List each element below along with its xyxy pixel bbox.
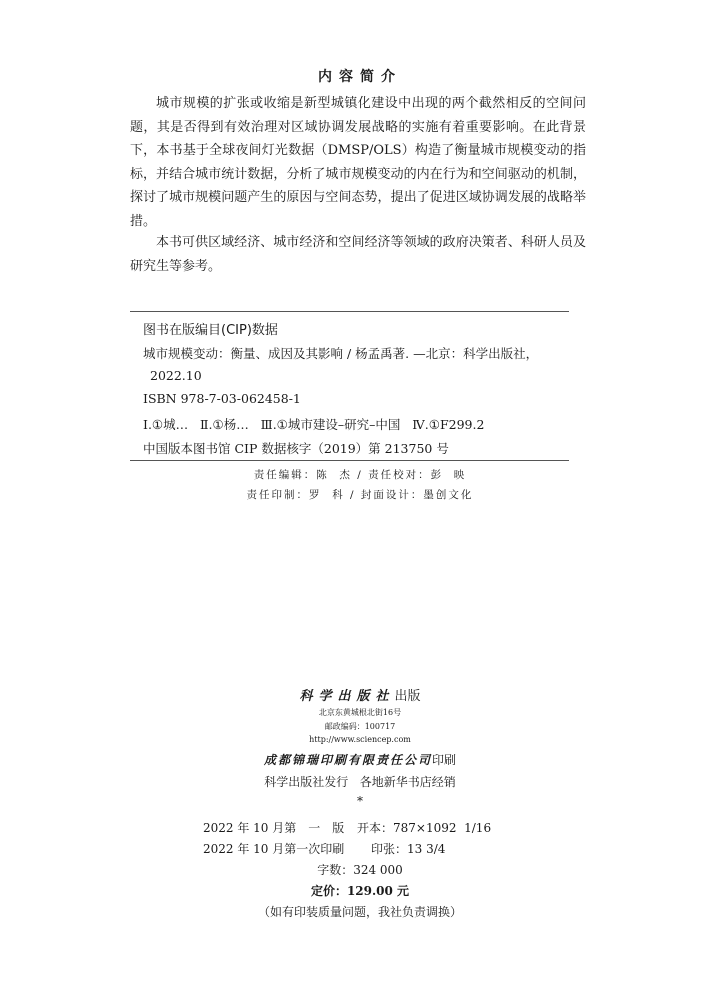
staff-line-editors: 责任编辑：陈 杰 / 责任校对：彭 映 [253, 469, 467, 481]
printer-line [0, 751, 720, 768]
word-count: 字数：324 000 [317, 863, 403, 877]
publisher-line [0, 685, 720, 704]
price: 定价：129.00 元 [310, 884, 410, 898]
summary-title: 内容简介 [318, 69, 402, 85]
summary-paragraph-2: 本书可供区域经济、城市经济和空间经济等领域的政府决策者、科研人员及研究生等参考。 [130, 235, 586, 274]
publisher-suffix: 出版 [394, 689, 421, 704]
cip-classification: Ⅰ.①城… Ⅱ.①杨… Ⅲ.①城市建设–研究–中国 Ⅳ.①F299.2 [143, 417, 485, 432]
printer-suffix: 印刷 [432, 753, 457, 767]
printed-sheets: 印张：13 3/4 [371, 842, 446, 856]
cip-title-line-continued: 2022.10 [150, 368, 202, 383]
publisher-postcode: 邮政编码：100717 [324, 722, 396, 731]
cip-isbn: ISBN 978-7-03-062458-1 [143, 391, 301, 406]
publisher-website: http://www.sciencep.com [309, 735, 411, 744]
cip-bottom-rule [130, 460, 569, 461]
cip-top-rule [130, 311, 569, 312]
publisher-name: 科学出版社 [299, 689, 395, 704]
first-printing: 2022 年 10 月第一次印刷 [203, 842, 345, 856]
printer-name: 成都锦瑞印刷有限责任公司 [263, 753, 432, 767]
book-format: 开本：787×1092 1/16 [357, 821, 492, 835]
cip-title-line: 城市规模变动：衡量、成因及其影响 / 杨孟禹著. —北京：科学出版社， [143, 346, 539, 361]
cip-library-record: 中国版本图书馆 CIP 数据核字（2019）第 213750 号 [143, 441, 449, 456]
distribution-line: 科学出版社发行 各地新华书店经销 [264, 775, 456, 789]
cip-heading: 图书在版编目(CIP)数据 [143, 323, 278, 338]
staff-line-production: 责任印制：罗 科 / 封面设计：墨创文化 [246, 489, 474, 501]
quality-notice: （如有印装质量问题，我社负责调换） [257, 905, 462, 919]
separator-asterisk: * [357, 794, 363, 808]
first-edition: 2022 年 10 月第 一 版 [203, 821, 345, 835]
publisher-address: 北京东黄城根北街16号 [318, 708, 402, 717]
summary-paragraph-1: 城市规模的扩张或收缩是新型城镇化建设中出现的两个截然相反的空间问题，其是否得到有效治理对区域协调发展战略的实施有着重要影响。在此背景下，本书基于全球夜间灯光数据（DMSP/OLS）构造了衡量城市规模变动的指标，并结合城市统计数据，分析了城市规模变动的内在行为和空间驱动的机制，探讨了城市规模问题产生的原因与空间态势，提出了促进区域协调发展的战略举措。 [130, 96, 586, 229]
